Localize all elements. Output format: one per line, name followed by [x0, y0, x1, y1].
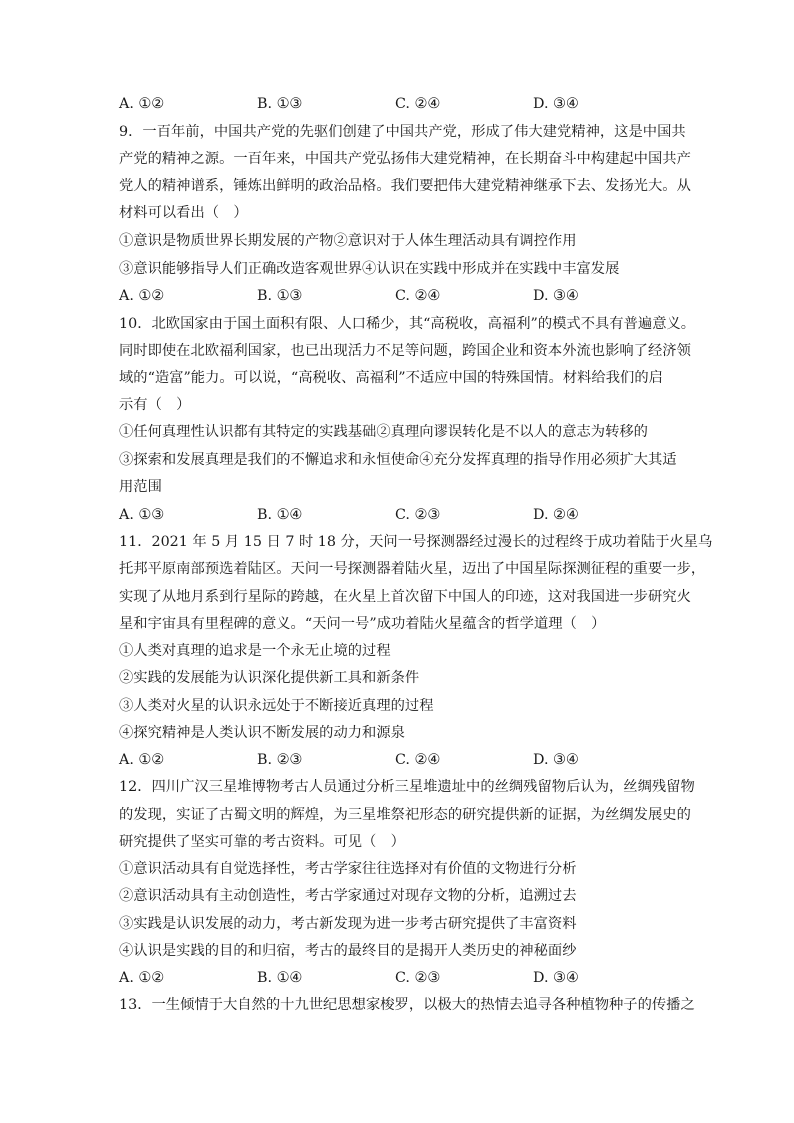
q11-statement-3: ③人类对火星的认识永远处于不断接近真理的过程	[119, 698, 434, 714]
q11-option-c: C. ②④	[395, 752, 441, 768]
q11-stem-line-2: 托邦平原南部预选着陆区。天问一号探测器着陆火星，迈出了中国星际探测征程的重要一步，	[119, 561, 706, 577]
q9-stem-line-1: 9．一百年前，中国共产党的先驱们创建了中国共产党，形成了伟大建党精神，这是中国共	[119, 124, 686, 140]
q12-statement-3: ③实践是认识发展的动力，考古新发现为进一步考古研究提供了丰富资料	[119, 916, 577, 932]
q13-stem-line-1: 13．一生倾情于大自然的十九世纪思想家梭罗，以极大的热情去追寻各种植物种子的传播之	[119, 997, 695, 1013]
q12-statement-4: ④认识是实践的目的和归宿，考古的最终目的是揭开人类历史的神秘面纱	[119, 943, 577, 959]
q11-statement-1: ①人类对真理的追求是一个永无止境的过程	[119, 643, 391, 659]
q8-options	[119, 94, 679, 114]
q10-option-b: B. ①④	[257, 507, 303, 523]
q12-options	[119, 968, 679, 988]
q9-statement-1-2: ①意识是物质世界长期发展的产物②意识对于人体生理活动具有调控作用	[119, 233, 577, 249]
q11-option-a: A. ①②	[119, 752, 165, 768]
q9-options	[119, 286, 679, 306]
q12-option-b: B. ①④	[257, 970, 303, 986]
q11-options	[119, 750, 679, 770]
q9-stem-line-4: 材料可以看出（ ）	[119, 205, 248, 221]
q9-option-a: A. ①②	[119, 288, 165, 304]
q10-option-a: A. ①③	[119, 507, 165, 523]
q11-option-b: B. ②③	[257, 752, 303, 768]
q12-option-a: A. ①②	[119, 970, 165, 986]
q9-stem-line-2: 产党的精神之源。一百年来，中国共产党弘扬伟大建党精神，在长期奋斗中构建起中国共产	[119, 151, 691, 167]
q10-stem-line-1: 10．北欧国家由于国土面积有限、人口稀少，其“高税收，高福利”的模式不具有普遍意义。	[119, 316, 696, 332]
q12-stem-line-1: 12．四川广汉三星堆博物考古人员通过分析三星堆遗址中的丝绸残留物后认为，丝绸残留物	[119, 779, 695, 795]
q8-option-c: C. ②④	[395, 96, 441, 112]
q11-statement-2: ②实践的发展能为认识深化提供新工具和新条件	[119, 670, 420, 686]
q11-stem-line-3: 实现了从地月系到行星际的跨越，在火星上首次留下中国人的印迹，这对我国进一步研究火	[119, 589, 691, 605]
q12-option-c: C. ②③	[395, 970, 441, 986]
q10-stem-line-3: 域的“造富”能力。可以说，“高税收、高福利”不适应中国的特殊国情。材料给我们的启	[119, 370, 663, 386]
q12-statement-1: ①意识活动具有自觉选择性，考古学家往往选择对有价值的文物进行分析	[119, 861, 577, 877]
q10-stem-line-4: 示有（ ）	[119, 397, 191, 413]
q10-statement-1-2: ①任何真理性认识都有其特定的实践基础②真理向谬误转化是不以人的意志为转移的	[119, 424, 648, 440]
q12-option-d: D. ③④	[533, 970, 579, 986]
q11-statement-4: ④探究精神是人类认识不断发展的动力和源泉	[119, 725, 405, 741]
q8-option-a: A. ①②	[119, 96, 165, 112]
q9-stem-line-3: 党人的精神谱系，锤炼出鲜明的政治品格。我们要把伟大建党精神继承下去、发扬光大。从	[119, 178, 691, 194]
q9-statement-3-4: ③意识能够指导人们正确改造客观世界④认识在实践中形成并在实践中丰富发展	[119, 261, 620, 277]
q8-option-d: D. ③④	[533, 96, 579, 112]
q9-option-c: C. ②④	[395, 288, 441, 304]
q12-stem-line-3: 研究提供了坚实可靠的考古资料。可见（ ）	[119, 834, 405, 850]
q12-stem-line-2: 的发现，实证了古蜀文明的辉煌，为三星堆祭祀形态的研究提供新的证据，为丝绸发展史的	[119, 807, 691, 823]
q9-option-b: B. ①③	[257, 288, 303, 304]
q11-option-d: D. ③④	[533, 752, 579, 768]
q8-option-b: B. ①③	[257, 96, 303, 112]
q10-statement-3-4: ③探索和发展真理是我们的不懈追求和永恒使命④充分发挥真理的指导作用必须扩大其适	[119, 452, 677, 468]
q9-option-d: D. ③④	[533, 288, 579, 304]
q10-option-d: D. ②④	[533, 507, 579, 523]
q11-stem-line-4: 星和宇宙具有里程碑的意义。“天问一号”成功着陆火星蕴含的哲学道理（ ）	[119, 616, 606, 632]
q12-statement-2: ②意识活动具有主动创造性，考古学家通过对现存文物的分析，追溯过去	[119, 888, 577, 904]
q10-option-c: C. ②③	[395, 507, 441, 523]
q11-stem-line-1: 11．2021 年 5 月 15 日 7 时 18 分，天问一号探测器经过漫长的过程终于成功着陆于火星乌	[119, 534, 713, 550]
q10-stem-line-2: 同时即使在北欧福利国家，也已出现活力不足等问题，跨国企业和资本外流也影响了经济领	[119, 343, 691, 359]
q10-statement-4-cont: 用范围	[119, 479, 162, 495]
q10-options	[119, 505, 679, 525]
